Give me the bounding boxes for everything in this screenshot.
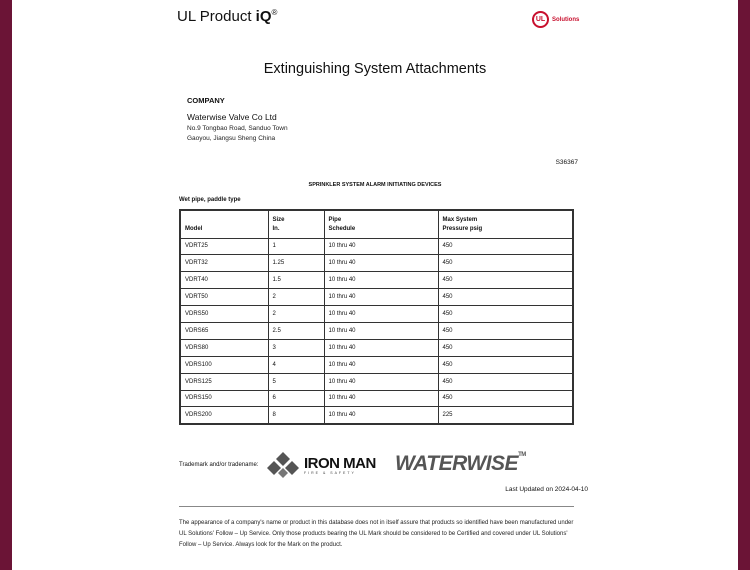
table-cell: 450	[438, 255, 573, 272]
column-header	[324, 210, 438, 238]
table-row	[180, 390, 573, 407]
table-cell: VDRS50	[180, 306, 268, 323]
table-row	[180, 407, 573, 424]
waterwise-name: WATERWISE	[395, 452, 519, 475]
table-row	[180, 289, 573, 306]
table-cell: 450	[438, 390, 573, 407]
file-number: S36367	[555, 159, 578, 166]
column-header	[268, 210, 324, 238]
page-title: Extinguishing System Attachments	[263, 61, 487, 77]
table-cell: VDRT40	[180, 272, 268, 289]
table-cell: 1.25	[268, 255, 324, 272]
ul-solutions-logo[interactable]	[532, 11, 579, 28]
iron-man-tagline: FIRE & SAFETY	[304, 470, 356, 475]
table-cell: VDRS150	[180, 390, 268, 407]
table-cell: VDRS200	[180, 407, 268, 424]
waterwise-logo	[395, 452, 526, 476]
company-address-line1: No.9 Tongbao Road, Sanduo Town	[187, 125, 288, 132]
table-cell: 2	[268, 289, 324, 306]
table-cell: 450	[438, 272, 573, 289]
column-header-line2: In.	[272, 225, 280, 232]
company-address-line2: Gaoyou, Jiangsu Sheng China	[187, 135, 276, 142]
table-cell: 2.5	[268, 322, 324, 339]
table-cell: 450	[438, 356, 573, 373]
table-cell: VDRS65	[180, 322, 268, 339]
product-iq-brand[interactable]	[177, 8, 277, 25]
table-cell: 10 thru 40	[324, 322, 438, 339]
brand-bold: iQ	[255, 8, 272, 25]
ul-logo-text: Solutions	[552, 16, 580, 23]
column-header-line1: Max System	[442, 216, 478, 223]
table-cell: 10 thru 40	[324, 407, 438, 424]
table-header-row	[180, 210, 573, 238]
table-cell: 5	[268, 373, 324, 390]
table-cell: VDRT25	[180, 238, 268, 255]
column-header-line1: Pipe	[328, 216, 342, 223]
table-row	[180, 272, 573, 289]
table-cell: 10 thru 40	[324, 289, 438, 306]
diamond-logo-icon	[266, 452, 300, 478]
column-header	[180, 210, 268, 238]
trademark-symbol: TM	[518, 452, 526, 458]
column-header-line2: Schedule	[328, 225, 356, 232]
company-heading: COMPANY	[187, 96, 225, 105]
table-cell: 10 thru 40	[324, 339, 438, 356]
last-updated: Last Updated on 2024-04-10	[505, 486, 588, 493]
document-page	[12, 0, 738, 570]
table-row	[180, 373, 573, 390]
table-cell: 450	[438, 238, 573, 255]
subsection-title: Wet pipe, paddle type	[179, 197, 241, 203]
table-cell: 10 thru 40	[324, 238, 438, 255]
iron-man-name: IRON MAN	[304, 454, 376, 472]
table-row	[180, 255, 573, 272]
product-table	[179, 209, 574, 425]
table-row	[180, 238, 573, 255]
table-cell: 2	[268, 306, 324, 323]
table-cell: 1	[268, 238, 324, 255]
table-cell: 4	[268, 356, 324, 373]
table-cell: 8	[268, 407, 324, 424]
table-cell: 450	[438, 373, 573, 390]
table-cell: 450	[438, 339, 573, 356]
iron-man-logo	[266, 452, 376, 478]
divider	[179, 506, 574, 507]
brand-registered-mark: ®	[271, 8, 278, 17]
table-cell: 10 thru 40	[324, 306, 438, 323]
table-cell: 10 thru 40	[324, 272, 438, 289]
column-header-line1: Size	[272, 216, 285, 223]
table-cell: 10 thru 40	[324, 373, 438, 390]
table-cell: 1.5	[268, 272, 324, 289]
ul-mark-icon: UL	[532, 11, 549, 28]
disclaimer-text: The appearance of a company's name or product in this database does not in itself assure that products so identified have been manufactured under UL Solutions' Follow – Up Service. Only those products bearing the UL Mark should be considered to be Certified and covered under UL Solutions' Follow – Up Service. Always look for the Mark on the product.	[179, 520, 574, 548]
table-cell: 6	[268, 390, 324, 407]
table-body	[180, 238, 573, 424]
table-cell: VDRS100	[180, 356, 268, 373]
table-cell: 450	[438, 322, 573, 339]
table-cell: 10 thru 40	[324, 356, 438, 373]
trademark-label: Trademark and/or tradename:	[179, 462, 259, 468]
table-row	[180, 322, 573, 339]
table-row	[180, 339, 573, 356]
table-cell: 3	[268, 339, 324, 356]
table-cell: 10 thru 40	[324, 255, 438, 272]
table-cell: 450	[438, 289, 573, 306]
company-name: Waterwise Valve Co Ltd	[187, 112, 277, 122]
table-cell: 450	[438, 306, 573, 323]
table-cell: VDRT50	[180, 289, 268, 306]
brand-prefix: UL Product	[177, 8, 256, 25]
table-row	[180, 356, 573, 373]
column-header	[438, 210, 573, 238]
table-row	[180, 306, 573, 323]
table-cell: VDRS125	[180, 373, 268, 390]
table-cell: 225	[438, 407, 573, 424]
table-cell: VDRS80	[180, 339, 268, 356]
column-header-line2: Pressure psig	[442, 225, 483, 232]
section-title: SPRINKLER SYSTEM ALARM INITIATING DEVICES	[308, 182, 442, 188]
table-cell: VDRT32	[180, 255, 268, 272]
column-header-line2: Model	[185, 225, 203, 232]
table-cell: 10 thru 40	[324, 390, 438, 407]
